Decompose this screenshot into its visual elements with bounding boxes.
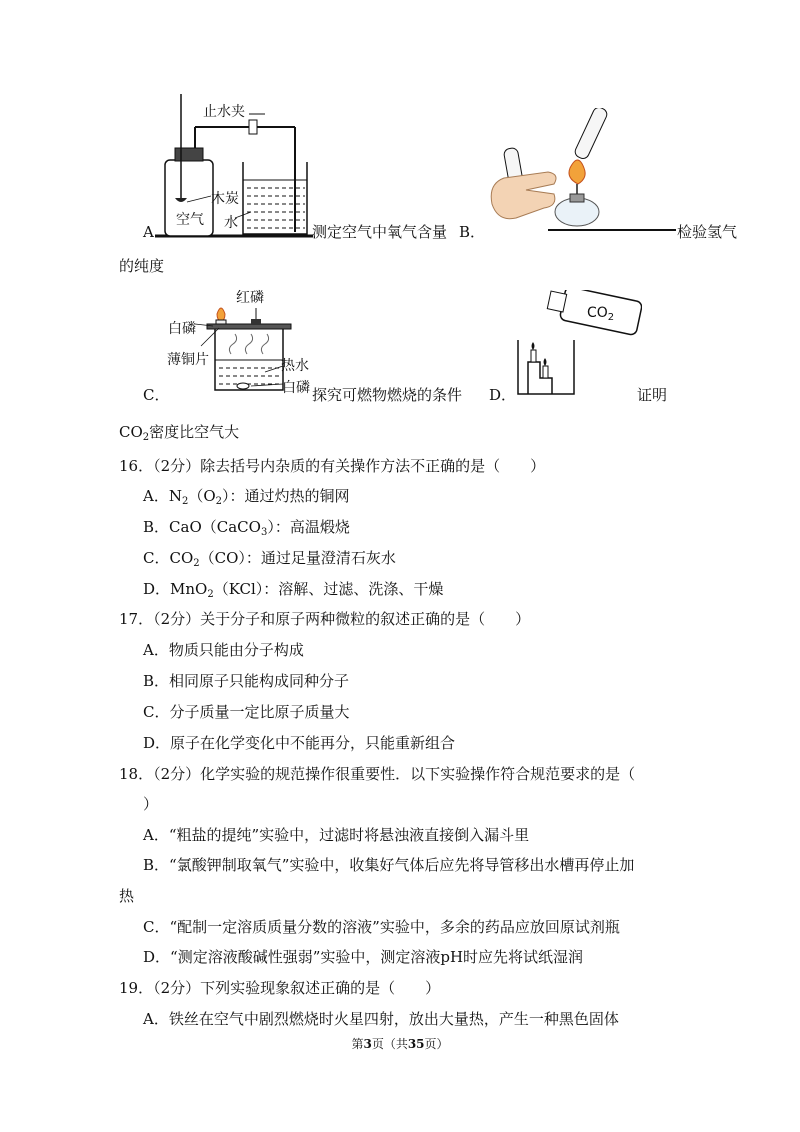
q15-option-c-letter: C． xyxy=(143,386,170,404)
figure-d-co2-density xyxy=(512,290,642,400)
q18-option-b: B．“氯酸钾制取氧气”实验中，收集好气体后应先将导管移出水槽再停止加 xyxy=(143,856,635,874)
q17-option-d: D．原子在化学变化中不能再分，只能重新组合 xyxy=(143,734,456,752)
q15-option-a-text: 测定空气中氧气含量 xyxy=(312,223,448,241)
page-total: 35 xyxy=(407,1037,425,1051)
label-copper-plate: 薄铜片 xyxy=(167,352,209,368)
q17-option-a: A．物质只能由分子构成 xyxy=(143,641,304,659)
label-white-phosphorus-top: 白磷 xyxy=(168,321,196,337)
q15-option-a-letter: A． xyxy=(143,223,169,241)
label-clamp: 止水夹 xyxy=(203,104,245,120)
label-hot-water: 热水 xyxy=(281,358,309,374)
q19-stem: 19．（2分）下列实验现象叙述正确的是（ ） xyxy=(119,979,441,997)
q15-option-b-letter: B． xyxy=(459,223,486,241)
q16-option-c: C．$CO_2(CO)$：通过足量澄清石灰水 xyxy=(143,549,396,569)
q17-option-c: C．分子质量一定比原子质量大 xyxy=(143,703,350,721)
label-red-phosphorus: 红磷 xyxy=(236,290,264,306)
q17-stem: 17．（2分）关于分子和原子两种微粒的叙述正确的是（ ） xyxy=(119,610,531,628)
q18-option-d: D．“测定溶液酸碱性强弱”实验中，测定溶液pH时应先将试纸湿润 xyxy=(143,948,584,966)
q15-option-b-text: 检验氢气 xyxy=(677,223,738,241)
page-footer: 第3页（共35页） xyxy=(351,1037,449,1051)
q16-option-a: A．$N_2(O_2)$：通过灼热的铜网 xyxy=(143,487,350,507)
label-air: 空气 xyxy=(176,212,204,228)
q17-option-b: B．相同原子只能构成同种分子 xyxy=(143,672,350,690)
q18-option-b-cont: 热 xyxy=(119,887,135,905)
figure-b-hydrogen-test xyxy=(488,108,678,240)
label-white-phosphorus-bottom: 白磷 xyxy=(282,380,310,396)
label-charcoal: 木炭 xyxy=(211,191,239,207)
q18-stem: 18．（2分）化学实验的规范操作很重要性．以下实验操作符合规范要求的是（ xyxy=(119,765,636,783)
q15-option-d-text-cont: $CO_2$密度比空气大 xyxy=(119,423,240,443)
q16-option-d: D．MnO$_2$（KCl）：溶解、过滤、洗涤、干燥 xyxy=(143,580,444,600)
q16-stem: 16．（2分）除去括号内杂质的有关操作方法不正确的是（ ） xyxy=(119,457,546,475)
q19-option-a: A．铁丝在空气中剧烈燃烧时火星四射，放出大量热，产生一种黑色固体 xyxy=(143,1010,619,1028)
q18-option-a: A．“粗盐的提纯”实验中，过滤时将悬浊液直接倒入漏斗里 xyxy=(143,826,530,844)
label-water: 水 xyxy=(224,215,238,231)
q15-option-c-text: 探究可燃物燃烧的条件 xyxy=(312,386,463,404)
q15-option-d-text: 证明 xyxy=(637,386,668,404)
q18-option-c: C．“配制一定溶质质量分数的溶液”实验中，多余的药品应放回原试剂瓶 xyxy=(143,918,620,936)
page-number: 3 xyxy=(363,1037,372,1051)
q15-option-d-letter: D． xyxy=(489,386,517,404)
q18-stem-cont: ） xyxy=(143,795,159,813)
q16-option-b: B．CaO（CaCO$_3$）：高温煅烧 xyxy=(143,518,350,538)
label-co2-bottle: $CO_2$ xyxy=(587,305,615,323)
q15-option-b-text-cont: 的纯度 xyxy=(119,257,165,275)
